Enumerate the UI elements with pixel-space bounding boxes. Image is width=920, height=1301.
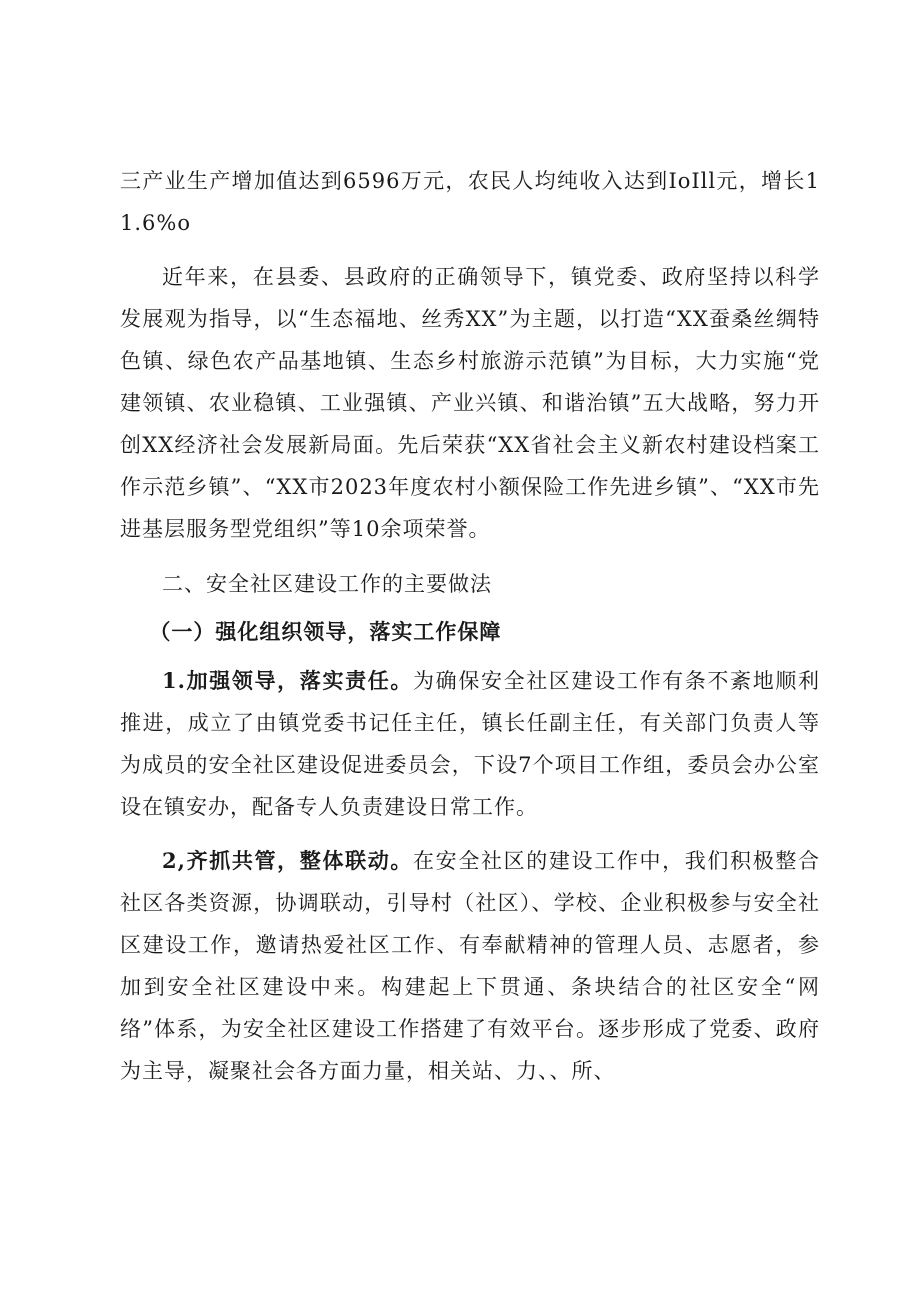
- paragraph-income-stats: 三产业生产增加值达到6596万元，农民人均纯收入达到IoIll元，增长11.6%o: [120, 169, 820, 235]
- item-1-lead: 1.加强领导，落实责任。: [162, 668, 414, 693]
- document-body: [120, 160, 820, 1104]
- section-heading: 二、安全社区建设工作的主要做法: [162, 572, 492, 596]
- item-2-lead: 2,齐抓共管，整体联动。: [162, 848, 414, 873]
- subsection-heading: （一）强化组织领导，落实工作保障: [149, 619, 502, 644]
- paragraph-item-2: [120, 840, 820, 1092]
- paragraph-item-1: [120, 660, 820, 828]
- paragraph-overview: 近年来，在县委、县政府的正确领导下，镇党委、政府坚持以科学发展观为指导，以“生态福地、丝秀XX”为主题，以打造“XX蚕桑丝绸特色镇、绿色农产品基地镇、生态乡村旅游示范镇”为目标，大力实施“党建领镇、农业稳镇、工业强镇、产业兴镇、和谐治镇”五大战略，努力开创XX经济社会发展新局面。先后荣获“XX省社会主义新农村建设档案工作示范乡镇”、“XX市2023年度农村小额保险工作先进乡镇”、“XX市先进基层服务型党组织”等10余项荣誉。: [120, 265, 820, 541]
- item-2-body: 在安全社区的建设工作中，我们积极整合社区各类资源，协调联动，引导村（社区）、学校、企业积极参与安全社区建设工作，邀请热爱社区工作、有奉献精神的管理人员、志愿者，参加到安全社区建设中来。构建起上下贯通、条块结合的社区安全“网络”体系，为安全社区建设工作搭建了有效平台。逐步形成了党委、政府为主导，凝聚社会各方面力量，相关站、力、、所、: [120, 849, 820, 1083]
- item-1-body: 为确保安全社区建设工作有条不紊地顺利推进，成立了由镇党委书记任主任，镇长任副主任，有关部门负责人等为成员的安全社区建设促进委员会，下设7个项目工作组，委员会办公室设在镇安办，配备专人负责建设日常工作。: [120, 669, 820, 819]
